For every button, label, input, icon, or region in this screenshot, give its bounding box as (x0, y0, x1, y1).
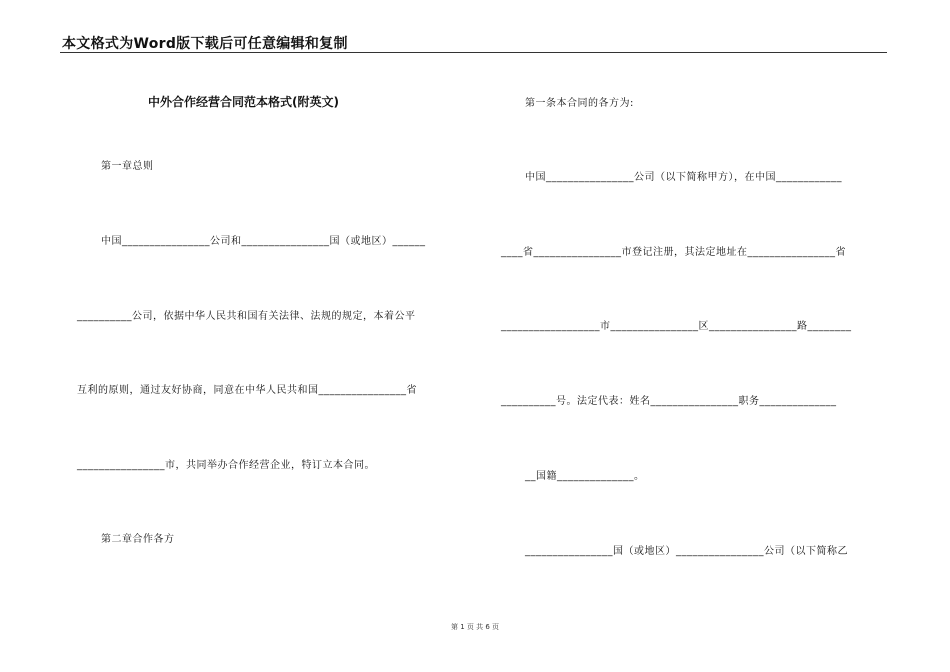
article-heading: 第一条本合同的各方为: (525, 98, 634, 109)
paragraph-line: ____省________________市登记注册，其法定地址在________________省 (501, 247, 846, 258)
paragraph-line: __________号。法定代表：姓名________________职务______________ (501, 396, 837, 407)
page-number: 第 1 页 共 6 页 (450, 623, 500, 631)
document-title: 中外合作经营合同范本格式(附英文) (148, 95, 339, 109)
paragraph-line: 中国________________公司和________________国（或地区）______ (101, 236, 426, 247)
chapter-heading: 第二章合作各方 (101, 534, 175, 545)
paragraph-line: __________________市________________区________________路________ (501, 321, 852, 332)
paragraph-line: ________________市，共同举办合作经营企业，特订立本合同。 (77, 460, 375, 471)
paragraph-line: 中国________________公司（以下简称甲方），在中国____________ (525, 172, 842, 183)
paragraph-line: ________________国（或地区）________________公司（以下简称乙 (525, 546, 848, 557)
paragraph-line: __国籍______________。 (525, 471, 645, 482)
paragraph-line: 互利的原则，通过友好协商，同意在中华人民共和国________________省 (77, 385, 417, 396)
chapter-heading: 第一章总则 (101, 161, 154, 172)
header-title: 本文格式为Word版下载后可任意编辑和复制 (62, 36, 348, 52)
header-divider (60, 52, 887, 53)
paragraph-line: __________公司，依据中华人民共和国有关法律、法规的规定，本着公平 (77, 311, 416, 322)
